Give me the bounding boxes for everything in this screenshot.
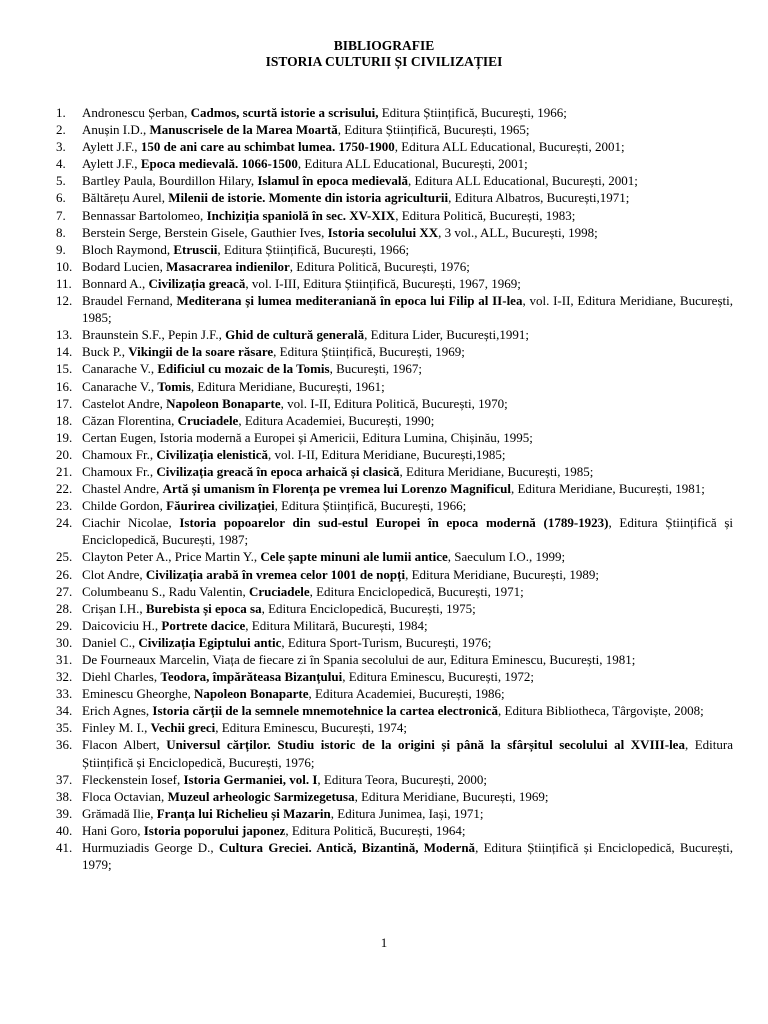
entry-number: 10. [56,258,73,274]
entry-title: Vechii greci [150,720,216,736]
entry-publication: , vol. I-II, Editura Politică, București, 1970; [280,395,508,411]
entry-author: Bodard Lucien, [82,258,167,274]
entry-number: 25. [56,549,73,565]
entry-number: 35. [56,720,73,736]
entry-number: 18. [56,412,73,428]
bibliography-entry [50,224,733,241]
entry-publication: , Editura Teora, București, 2000; [317,771,488,787]
entry-number: 15. [56,361,73,377]
entry-title: Istoria popoarelor din sud-estul Europei în epoca modernă (1789-1923) [179,515,609,531]
entry-title: Cruciadele [177,412,239,428]
bibliography-entry [50,583,733,600]
entry-author: Berstein Serge, Berstein Gisele, Gauthier Ives, [82,224,328,240]
bibliography-entry [50,514,733,548]
bibliography-entry [50,548,733,565]
bibliography-entry [50,207,733,224]
entry-title: Cadmos, scurtă istorie a scrisului, [190,105,379,120]
bibliography-entry [50,736,733,770]
entry-author: Bartley Paula, Bourdillon Hilary, [82,173,258,189]
entry-publication: , Editura Politică, București, 1964; [285,822,466,838]
bibliography-entry [50,600,733,617]
entry-publication: , Editura Științifică, București, 1966; [217,241,410,257]
entry-author: Castelot Andre, [82,395,167,411]
entry-author: Daniel C., [82,634,139,650]
entry-author: Daicoviciu H., [82,617,162,633]
bibliography-entry [50,685,733,702]
document-title: BIBLIOGRAFIE [333,38,435,53]
entry-author: Diehl Charles, [82,669,161,685]
entry-title: Civilizația Egiptului antic [138,634,282,650]
entry-title: Istoria poporului japonez [143,822,286,838]
entry-title: 150 de ani care au schimbat lumea. 1750-1900 [140,139,395,155]
entry-title: Franța lui Richelieu și Mazarin [156,805,331,821]
entry-publication: Editura Științifică, București, 1966; [378,105,567,120]
entry-title: Inchiziția spaniolă în sec. XV-XIX [206,207,396,223]
entry-number: 38. [56,788,73,804]
entry-author: Clayton Peter A., Price Martin Y., [82,549,261,565]
bibliography-entry [50,138,733,155]
bibliography-entry [50,805,733,822]
entry-number: 4. [56,156,66,172]
entry-publication: , Editura Meridiane, București, 1969; [354,788,549,804]
entry-title: Artă și umanism în Florența pe vremea lui Lorenzo Magnificul [162,481,511,497]
entry-number: 19. [56,429,73,445]
entry-author: Flacon Albert, [82,737,167,753]
bibliography-entry [50,497,733,514]
entry-title: Epoca medievală. 1066-1500 [140,156,298,172]
entry-author: Chastel Andre, [82,481,163,497]
entry-title: Etruscii [173,241,218,257]
entry-publication: , Editura Lider, București,1991; [364,327,529,343]
entry-publication: , Editura Științifică și Enciclopedică, București, 1987; [82,515,734,548]
entry-publication: , Editura Sport-Turism, București, 1976; [281,634,492,650]
entry-publication: , Editura Politică, București, 1983; [395,207,576,223]
entry-author: Crișan I.H., [82,600,146,616]
entry-title: Tomis [157,378,191,394]
entry-publication: , vol. I-II, Editura Meridiane, București,1985; [267,446,506,462]
entry-title: Ghid de cultură generală [225,327,365,343]
bibliography-entry [50,378,733,395]
entry-author: Finley M. I., [82,720,151,736]
entry-publication: , București, 1967; [329,361,423,377]
entry-number: 29. [56,617,73,633]
bibliography-list [50,104,733,873]
bibliography-entry [50,104,733,121]
entry-number: 5. [56,173,66,189]
bibliography-entry [50,412,733,429]
entry-publication: , Editura Eminescu, București, 1972; [342,669,534,685]
entry-number: 20. [56,446,73,462]
entry-title: Vikingii de la soare răsare [128,344,274,360]
entry-author: Canarache V., [82,361,158,377]
bibliography-entry [50,771,733,788]
entry-author: Certan Eugen, Istoria modernă a Europei și Americii, Editura Lumina, Chișinău, 1995; [82,429,533,445]
entry-title: Muzeul arheologic Sarmizegetusa [167,788,355,804]
bibliography-entry [50,822,733,839]
entry-number: 33. [56,686,73,702]
entry-publication: , vol. I-III, Editura Științifică, București, 1967, 1969; [245,275,521,291]
entry-title: Cruciadele [248,583,310,599]
entry-title: Portrete dacice [161,617,246,633]
entry-publication: , Editura ALL Educational, București, 2001; [407,173,638,189]
page-number: 1 [380,935,388,950]
entry-number: 2. [56,122,66,138]
entry-publication: , Editura Științifică, București, 1969; [273,344,465,360]
entry-number: 17. [56,395,73,411]
entry-number: 26. [56,566,73,582]
entry-title: Făurirea civilizației [166,498,275,514]
entry-author: Bonnard A., [82,275,149,291]
entry-number: 40. [56,822,73,838]
entry-publication: , Editura Enciclopedică, București, 1975; [261,600,476,616]
entry-number: 39. [56,805,73,821]
entry-title: Teodora, împărăteasa Bizanțului [160,669,343,685]
bibliography-entry [50,172,733,189]
entry-author: Ciachir Nicolae, [82,515,180,531]
entry-number: 23. [56,498,73,514]
bibliography-entry [50,429,733,446]
entry-author: Bloch Raymond, [82,241,174,257]
bibliography-entry [50,463,733,480]
entry-author: Floca Octavian, [82,788,168,804]
entry-publication: , Editura ALL Educational, București, 2001; [394,139,625,155]
bibliography-entry [50,617,733,634]
entry-author: De Fourneaux Marcelin, Viața de fiecare zi în Spania secolului de aur, Editura Eminescu, București, 1981; [82,652,636,667]
entry-author: Chamoux Fr., [82,446,157,462]
entry-author: Hani Goro, [82,822,144,838]
bibliography-entry [50,395,733,412]
entry-number: 24. [56,515,73,531]
entry-title: Manuscrisele de la Marea Moartă [149,122,338,138]
entry-author: Buck P., [82,344,129,360]
bibliography-entry [50,155,733,172]
entry-number: 7. [56,207,66,223]
entry-publication: , Saeculum I.O., 1999; [447,549,566,565]
entry-title: Civilizația elenistică [156,446,268,462]
entry-title: Edificiul cu mozaic de la Tomis [157,361,330,377]
entry-title: Cele șapte minuni ale lumii antice [260,549,448,565]
entry-publication: , vol. I-II, Editura Meridiane, București, 1985; [82,293,733,326]
entry-number: 21. [56,463,73,479]
bibliography-entry [50,702,733,719]
entry-author: Fleckenstein Iosef, [82,771,184,787]
entry-publication: , Editura Meridiane, București, 1981; [510,481,705,497]
entry-author: Anușin I.D., [82,122,150,138]
entry-title: Istoria secolului XX [327,224,439,240]
entry-number: 12. [56,293,73,309]
bibliography-entry [50,719,733,736]
entry-author: Braunstein S.F., Pepin J.F., [82,327,226,343]
entry-publication: , Editura Academiei, București, 1990; [238,412,435,428]
bibliography-entry [50,121,733,138]
entry-number: 31. [56,652,73,667]
entry-author: Hurmuziadis George D., [82,840,219,856]
bibliography-entry [50,292,733,326]
entry-number: 37. [56,771,73,787]
entry-number: 22. [56,481,73,497]
entry-title: Istoria cărții de la semnele mnemotehnice la cartea electronică [152,703,498,719]
entry-number: 14. [56,344,73,360]
entry-author: Căzan Florentina, [82,412,178,428]
entry-author: Canarache V., [82,378,158,394]
entry-number: 27. [56,583,73,599]
entry-title: Masacrarea indienilor [166,258,290,274]
document-subtitle: ISTORIA CULTURII ȘI CIVILIZAȚIEI [265,54,503,69]
entry-title: Islamul în epoca medievală [257,173,408,189]
entry-author: Clot Andre, [82,566,146,582]
entry-author: Bennassar Bartolomeo, [82,207,207,223]
entry-author: Aylett J.F., [82,156,141,172]
entry-publication: , Editura Enciclopedică, București, 1971; [309,583,524,599]
bibliography-entry [50,788,733,805]
entry-title: Istoria Germaniei, vol. I [183,771,318,787]
bibliography-entry [50,189,733,206]
entry-author: Băltărețu Aurel, [82,190,169,206]
bibliography-entry [50,446,733,463]
entry-number: 11. [56,275,72,291]
entry-author: Grămadă Ilie, [82,805,157,821]
bibliography-entry [50,241,733,258]
entry-number: 34. [56,703,73,719]
entry-publication: , Editura Militară, București, 1984; [245,617,428,633]
entry-number: 28. [56,600,73,616]
entry-number: 8. [56,224,66,240]
entry-publication: , Editura Politică, București, 1976; [289,258,470,274]
entry-title: Milenii de istorie. Momente din istoria agriculturii [168,190,449,206]
entry-publication: , Editura Albatros, București,1971; [448,190,630,206]
entry-author: Erich Agnes, [82,703,153,719]
entry-publication: , 3 vol., ALL, București, 1998; [438,224,598,240]
bibliography-entry [50,275,733,292]
entry-number: 1. [56,105,66,120]
entry-author: Columbeanu S., Radu Valentin, [82,583,249,599]
entry-title: Napoleon Bonaparte [166,395,281,411]
bibliography-entry [50,258,733,275]
entry-title: Napoleon Bonaparte [194,686,309,702]
entry-number: 3. [56,139,66,155]
entry-number: 36. [56,737,73,753]
entry-author: Andronescu Șerban, [82,105,191,120]
entry-publication: , Editura Științifică, București, 1966; [274,498,467,514]
entry-number: 13. [56,327,73,343]
bibliography-entry [50,360,733,377]
entry-publication: , Editura Meridiane, București, 1961; [190,378,385,394]
entry-publication: , Editura ALL Educational, București, 2001; [297,156,528,172]
entry-title: Mediterana și lumea mediteraniană în epoca lui Filip al II-lea [176,293,523,309]
entry-title: Civilizația greacă [148,275,246,291]
entry-number: 6. [56,190,66,206]
entry-number: 30. [56,634,73,650]
entry-publication: , Editura Științifică și Enciclopedică, București, 1979; [82,840,734,873]
entry-number: 16. [56,378,73,394]
entry-author: Aylett J.F., [82,139,141,155]
entry-publication: , Editura Bibliotheca, Târgoviște, 2008; [498,703,704,719]
entry-publication: , Editura Științifică și Enciclopedică, București, 1976; [82,737,734,770]
entry-number: 9. [56,241,66,257]
bibliography-entry [50,839,733,873]
entry-author: Eminescu Gheorghe, [82,686,195,702]
entry-number: 41. [56,840,73,856]
entry-author: Chamoux Fr., [82,463,157,479]
entry-title: Civilizația greacă în epoca arhaică și clasică [156,463,400,479]
entry-title: Universul cărților. Studiu istoric de la origini și până la sfârșitul secolului al XVIII-lea [166,737,685,753]
bibliography-entry [50,634,733,651]
entry-author: Braudel Fernand, [82,293,177,309]
entry-title: Civilizația arabă în vremea celor 1001 de nopți [145,566,406,582]
bibliography-entry [50,343,733,360]
entry-title: Burebista și epoca sa [145,600,262,616]
entry-publication: , Editura Academiei, București, 1986; [308,686,505,702]
bibliography-entry [50,668,733,685]
entry-publication: , Editura Eminescu, București, 1974; [215,720,407,736]
bibliography-entry [50,566,733,583]
entry-publication: , Editura Științifică, București, 1965; [337,122,530,138]
entry-publication: , Editura Junimea, Iași, 1971; [330,805,484,821]
entry-number: 32. [56,669,73,685]
entry-publication: , Editura Meridiane, București, 1985; [399,463,594,479]
entry-author: Childe Gordon, [82,498,167,514]
bibliography-entry [50,651,733,668]
entry-title: Cultura Greciei. Antică, Bizantină, Modernă [219,840,476,856]
entry-publication: , Editura Meridiane, București, 1989; [405,566,599,582]
bibliography-entry [50,480,733,497]
bibliography-entry [50,326,733,343]
